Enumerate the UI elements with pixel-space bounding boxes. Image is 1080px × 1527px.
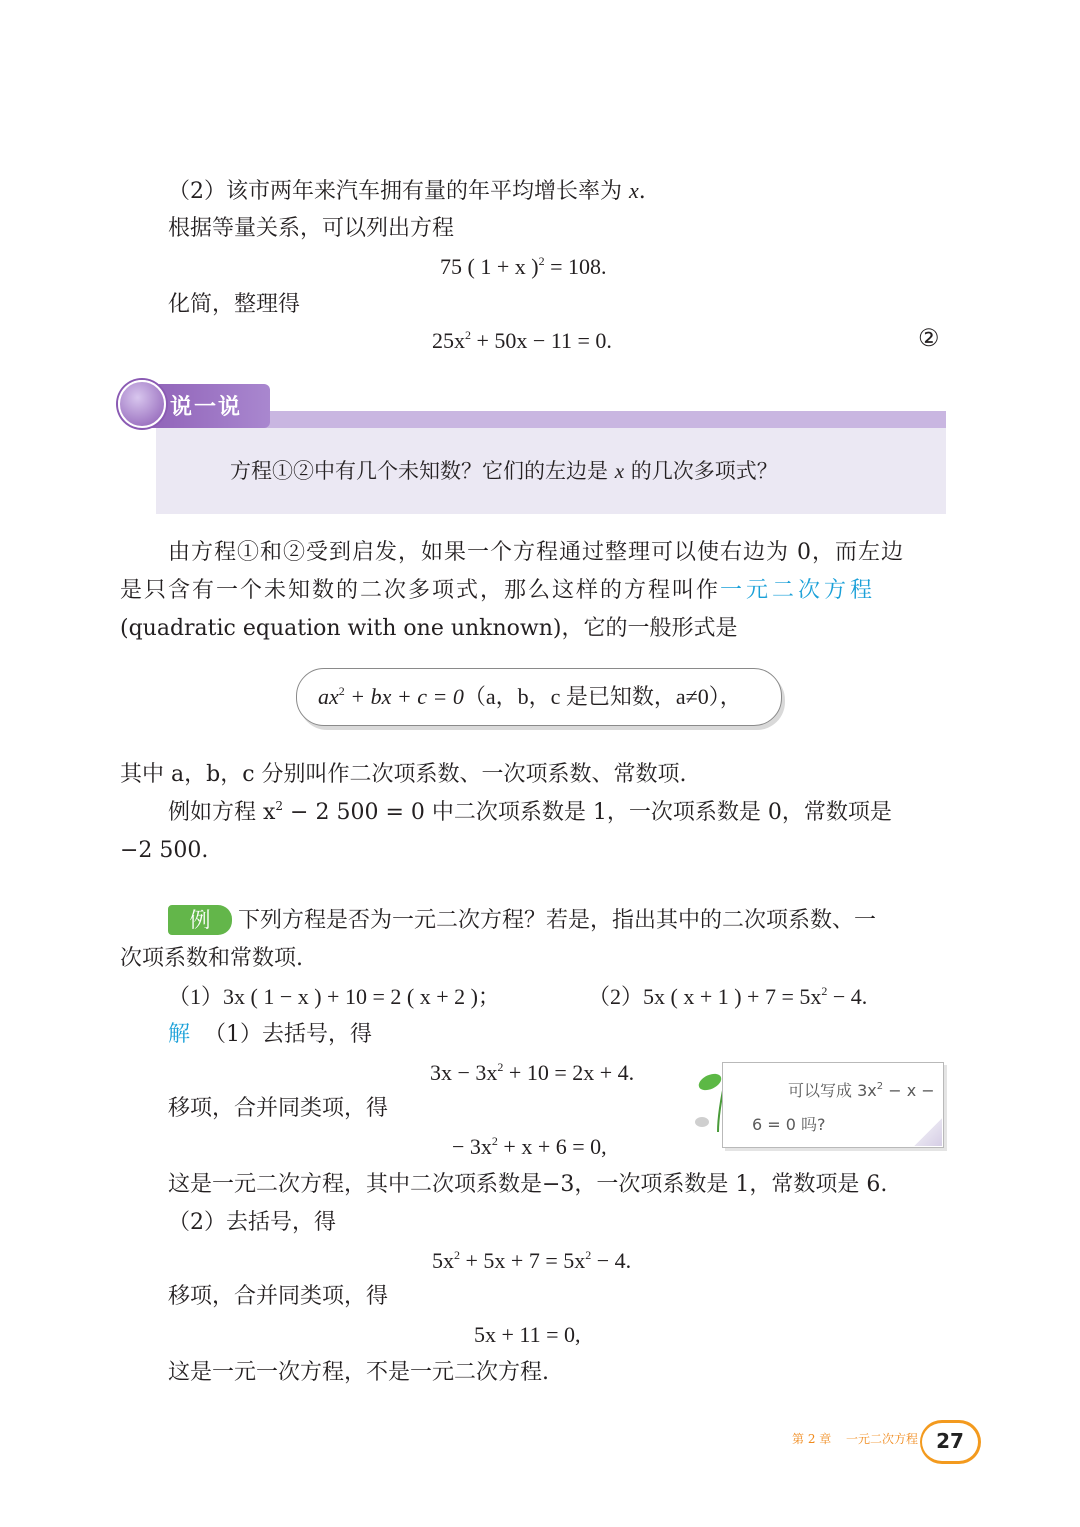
part2-relation: 根据等量关系，可以列出方程: [168, 216, 455, 241]
say-question: 方程①②中有几个未知数？它们的左边是 x 的几次多项式？: [230, 459, 778, 483]
note-line-1: 可以写成 $3x^2 - x$ −: [788, 1081, 935, 1100]
note-corner-fold: [914, 1118, 942, 1146]
example-tag: 例: [168, 905, 232, 935]
equation-2: $25x^2 + 50x - 11 = 0$.: [432, 328, 612, 353]
coefficients-line-3: −2 500.: [120, 838, 209, 863]
solution-equation-4: 5x + 11 = 0,: [474, 1322, 581, 1347]
general-form: $ax^2$ + bx + c = 0（a，b，c 是已知数，a≠0），: [318, 684, 742, 709]
solution-equation-2: − $3x^2 + x + 6 = 0$,: [452, 1134, 607, 1159]
page-number: 27: [920, 1420, 981, 1464]
solution-step-5: 移项，合并同类项，得: [168, 1284, 389, 1309]
say-title: 说一说: [170, 395, 243, 420]
say-header-strip: [258, 411, 946, 429]
note-card: [722, 1062, 944, 1148]
term-quadratic-equation: 一元二次方程: [720, 578, 877, 603]
solution-step-6: 这是一元一次方程，不是一元二次方程.: [168, 1360, 549, 1385]
note-line-2: 6 = 0 吗?: [752, 1115, 826, 1134]
footer-chapter-title: 一元二次方程: [846, 1432, 919, 1446]
equation-number-2: ②: [918, 324, 940, 352]
example-prompt-1: 下列方程是否为一元二次方程？若是，指出其中的二次项系数、一: [238, 908, 877, 933]
solution-step-1: 解 （1）去括号，得: [168, 1022, 373, 1047]
solution-step-4: （2）去括号，得: [168, 1210, 336, 1235]
example-question-1: （1）3x ( 1 − x ) + 10 = 2 ( x + 2 )；: [168, 984, 500, 1009]
speech-bubble-icon: [118, 380, 166, 428]
definition-line-3: (quadratic equation with one unknown)，它的一般形式是: [120, 616, 738, 641]
coefficients-line-2: 例如方程 $x^2 - 2$ 500 = 0 中二次项系数是 1，一次项系数是 0，常数项是: [168, 799, 892, 825]
example-question-2: （2）5x ( x + 1 ) + $7 = 5x^2 - 4$.: [588, 984, 868, 1009]
solution-label: 解: [168, 1022, 191, 1047]
definition-line-1: 由方程①和②受到启发，如果一个方程通过整理可以使右边为 0，而左边: [168, 540, 904, 565]
solution-equation-3: $5x^2 + 5x + 7 = 5x^2 - 4$.: [432, 1248, 632, 1273]
solution-step-3: 这是一元二次方程，其中二次项系数是−3，一次项系数是 1，常数项是 6.: [168, 1172, 888, 1197]
coefficients-line-1: 其中 a，b，c 分别叫作二次项系数、一次项系数、常数项.: [120, 762, 687, 787]
solution-equation-1: $3x - 3x^2 + 10 = 2x + 4$.: [430, 1060, 635, 1085]
equation-75: 75 ( 1 + x )$^2$ = 108.: [440, 254, 607, 279]
example-prompt-2: 次项系数和常数项.: [120, 946, 303, 971]
footer-chapter: 第 2 章: [792, 1432, 832, 1446]
definition-line-2: 是只含有一个未知数的二次多项式，那么这样的方程叫作一元二次方程: [120, 578, 877, 603]
solution-step-2: 移项，合并同类项，得: [168, 1096, 389, 1121]
part2-intro: （2）该市两年来汽车拥有量的年平均增长率为 x.: [168, 178, 646, 204]
part2-simplify: 化简，整理得: [168, 292, 301, 317]
